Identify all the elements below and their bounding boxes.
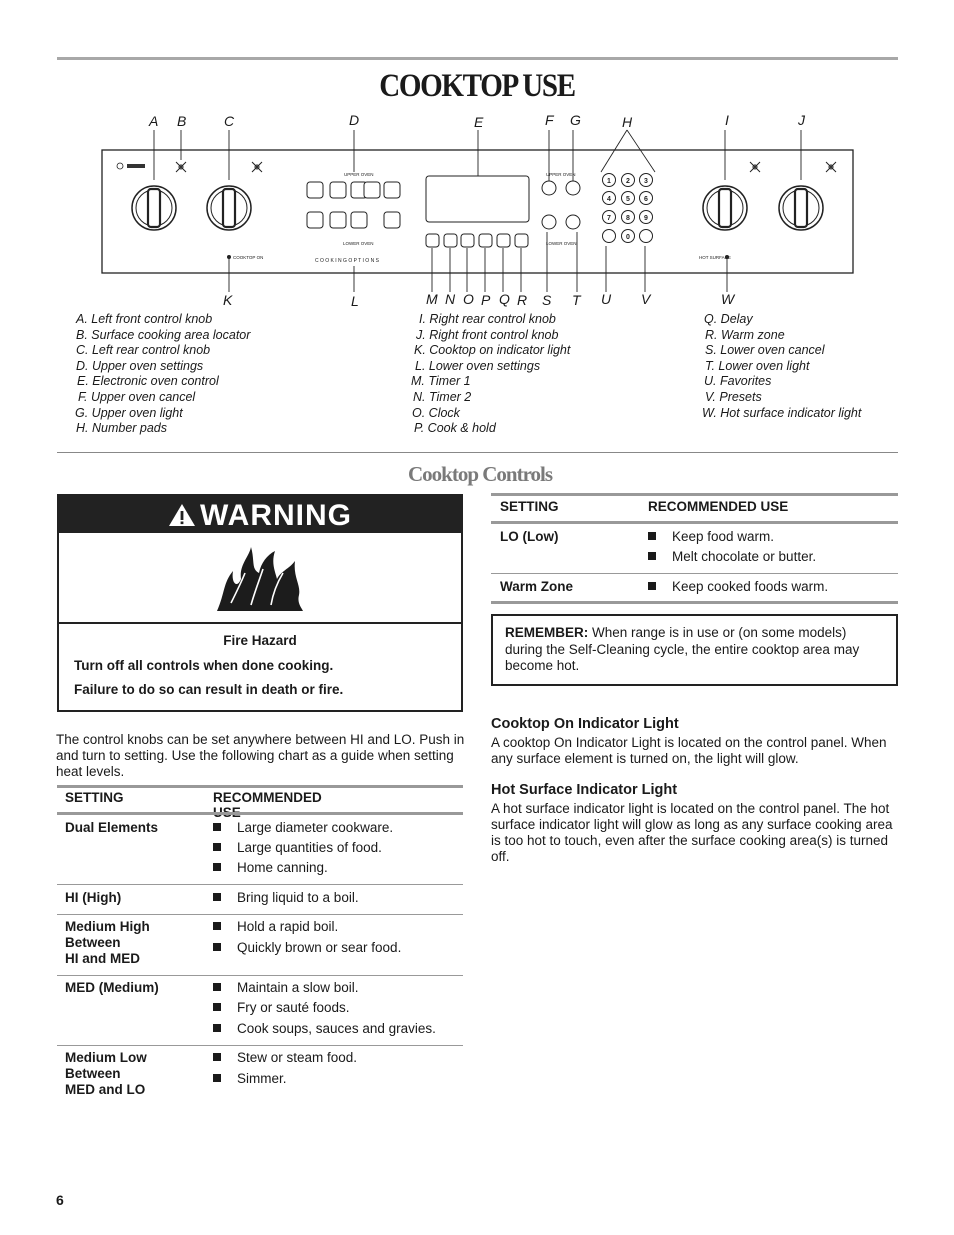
- legend-item: F. Upper oven cancel: [78, 389, 196, 404]
- legend-item: T. Lower oven light: [705, 358, 810, 373]
- table-row-setting: MED (Medium): [65, 980, 159, 995]
- section-rule: [57, 452, 898, 453]
- table-header-rule: [57, 812, 463, 815]
- legend-item: J. Right front control knob: [416, 327, 559, 342]
- table-header-rule: [491, 521, 898, 524]
- callout-g: G: [570, 112, 581, 128]
- legend-item: D. Upper oven settings: [76, 358, 204, 373]
- legend-item: L. Lower oven settings: [415, 358, 541, 373]
- table-top-rule: [57, 785, 463, 788]
- svg-text:6: 6: [644, 196, 648, 203]
- surface-locator-icon: [176, 162, 836, 172]
- table-row-setting: Warm Zone: [500, 579, 574, 594]
- legend-item: M. Timer 1: [411, 374, 471, 389]
- callout-t: T: [572, 292, 581, 308]
- legend-item: S. Lower oven cancel: [705, 343, 825, 358]
- callout-e: E: [474, 114, 484, 130]
- control-knob[interactable]: [207, 186, 251, 230]
- table-row-use: Maintain a slow boil.: [213, 980, 359, 996]
- callout-a: A: [149, 113, 159, 129]
- legend-column-1: [76, 312, 250, 437]
- svg-text:LOWER OVEN: LOWER OVEN: [546, 241, 577, 246]
- svg-text:0: 0: [626, 234, 630, 241]
- control-knob[interactable]: [703, 186, 747, 230]
- oven-display: [426, 176, 529, 222]
- table-row-use: Large diameter cookware.: [213, 820, 393, 836]
- table-bottom-rule: [491, 601, 898, 604]
- cooktop-on-heading: Cooktop On Indicator Light: [491, 716, 679, 732]
- control-knob[interactable]: [132, 186, 176, 230]
- legend-item: P. Cook & hold: [414, 421, 496, 436]
- bullet-icon: [213, 823, 221, 831]
- intro-paragraph: The control knobs can be set anywhere between HI and LO. Push in and turn to setting. Use the following chart as a guide when setting heat levels.: [56, 732, 465, 779]
- table-header-use: RECOMMENDED USE: [648, 499, 789, 514]
- callout-c: C: [224, 113, 235, 129]
- table-header-setting: SETTING: [500, 499, 559, 514]
- svg-text:LOWER OVEN: LOWER OVEN: [343, 241, 374, 246]
- table-header-use: RECOMMENDED: [213, 790, 322, 805]
- svg-text:4: 4: [607, 196, 611, 203]
- callout-j: J: [798, 112, 805, 128]
- legend-column-3: [702, 312, 861, 421]
- callout-m: M: [426, 291, 438, 307]
- bullet-icon: [213, 983, 221, 991]
- row-divider: [57, 884, 463, 885]
- callout-s: S: [542, 292, 552, 308]
- callout-d: D: [349, 112, 360, 128]
- table-row-use: Simmer.: [213, 1071, 287, 1087]
- svg-text:UPPER OVEN: UPPER OVEN: [344, 172, 374, 177]
- callout-r: R: [517, 292, 528, 308]
- table-row-use: Bring liquid to a boil.: [213, 890, 359, 906]
- legend-item: I. Right rear control knob: [419, 312, 556, 326]
- legend-item: Q. Delay: [704, 312, 753, 326]
- table-row-use: Cook soups, sauces and gravies.: [213, 1021, 436, 1037]
- table-row-setting: Dual Elements: [65, 820, 159, 835]
- legend-item: W. Hot surface indicator light: [702, 405, 862, 420]
- legend-item: O. Clock: [412, 405, 460, 420]
- warning-heading: WARNING: [200, 499, 352, 532]
- table-row-use: Stew or steam food.: [213, 1050, 357, 1066]
- control-panel-diagram: [0, 0, 954, 320]
- legend-item: E. Electronic oven control: [77, 374, 219, 389]
- row-divider: [57, 914, 463, 915]
- svg-text:2: 2: [626, 178, 630, 185]
- callout-b: B: [177, 113, 187, 129]
- callout-p: P: [481, 292, 491, 308]
- bullet-icon: [213, 943, 221, 951]
- table-row-use: Large quantities of food.: [213, 840, 382, 856]
- remember-note: [491, 614, 898, 686]
- callout-k: K: [223, 292, 233, 308]
- callout-h: H: [622, 114, 633, 130]
- svg-text:5: 5: [626, 196, 630, 203]
- table-row-setting: Medium Low Between MED and LO: [65, 1050, 147, 1097]
- svg-text:1: 1: [607, 178, 611, 185]
- bullet-icon: [213, 1074, 221, 1082]
- bullet-icon: [648, 582, 656, 590]
- table-row-setting: LO (Low): [500, 529, 559, 544]
- hot-surface-text: A hot surface indicator light is located on the control panel. The hot surface indicator light will glow as long as any surface cooking area is too hot to touch, even after the surface cooking area(s) is turned off.: [491, 801, 893, 864]
- bullet-icon: [213, 1024, 221, 1032]
- legend-item: G. Upper oven light: [75, 405, 183, 420]
- row-divider: [57, 1045, 463, 1046]
- legend-item: B. Surface cooking area locator: [76, 327, 251, 342]
- legend-item: U. Favorites: [704, 374, 772, 389]
- legend-item: R. Warm zone: [705, 327, 785, 342]
- callout-q: Q: [499, 291, 510, 307]
- svg-text:8: 8: [626, 215, 630, 222]
- bullet-icon: [213, 1053, 221, 1061]
- callout-w: W: [721, 291, 735, 307]
- svg-text:7: 7: [607, 215, 611, 222]
- brand-logo: [117, 163, 145, 169]
- callout-f: F: [545, 112, 554, 128]
- cooktop-on-text: A cooktop On Indicator Light is located on the control panel. When any surface element is turned on, the light will glow.: [491, 735, 887, 766]
- callout-l: L: [351, 293, 359, 309]
- svg-text:HOT SURFACE: HOT SURFACE: [699, 255, 731, 260]
- table-header-setting: SETTING: [65, 790, 124, 805]
- bullet-icon: [213, 922, 221, 930]
- warning-hazard: Fire Hazard: [223, 633, 297, 648]
- legend-item: H. Number pads: [76, 421, 168, 436]
- table-row-use: Hold a rapid boil.: [213, 919, 338, 935]
- svg-text:C O O K I N G O P T I O N S: C O O K I N G O P T I O N S: [315, 258, 379, 264]
- table-row-use: Quickly brown or sear food.: [213, 940, 401, 956]
- legend-item: A. Left front control knob: [76, 312, 213, 326]
- warning-header: [59, 496, 461, 533]
- fire-icon: [215, 543, 305, 613]
- table-top-rule: [491, 493, 898, 496]
- svg-text:UPPER OVEN: UPPER OVEN: [546, 172, 576, 177]
- table-row-setting: HI (High): [65, 890, 122, 905]
- warning-line-1: Turn off all controls when done cooking.: [74, 658, 334, 673]
- bullet-icon: [213, 863, 221, 871]
- legend-item: V. Presets: [705, 389, 762, 404]
- callout-v: V: [641, 291, 651, 307]
- bullet-icon: [648, 552, 656, 560]
- remember-text: When range is in use or (on some models) during the Self-Cleaning cycle, the entire cooktop area may become hot.: [505, 625, 860, 673]
- bullet-icon: [648, 532, 656, 540]
- row-divider: [57, 975, 463, 976]
- warning-line-2: Failure to do so can result in death or fire.: [74, 682, 344, 697]
- legend-column-2: [411, 312, 570, 437]
- warning-box: [57, 494, 463, 712]
- table-row-use: Keep food warm.: [648, 529, 774, 545]
- bullet-icon: [213, 893, 221, 901]
- row-divider: [491, 573, 898, 574]
- callout-i: I: [725, 112, 729, 128]
- fire-hazard-image: [59, 533, 461, 624]
- control-knob[interactable]: [779, 186, 823, 230]
- legend-item: K. Cooktop on indicator light: [414, 343, 571, 358]
- svg-text:9: 9: [644, 215, 648, 222]
- page-number: 6: [56, 1192, 64, 1208]
- bullet-icon: [213, 843, 221, 851]
- warning-triangle-icon: [168, 498, 196, 537]
- svg-text:COOKTOP ON: COOKTOP ON: [233, 255, 264, 260]
- callout-u: U: [601, 291, 612, 307]
- bullet-icon: [213, 1003, 221, 1011]
- table-row-use: Keep cooked foods warm.: [648, 579, 828, 595]
- legend-item: C. Left rear control knob: [76, 343, 211, 358]
- table-row-setting: Medium High Between HI and MED: [65, 919, 150, 966]
- callout-o: O: [463, 291, 474, 307]
- section-title: Cooktop Controls: [408, 462, 553, 486]
- page-title: COOKTOP USE: [379, 68, 575, 104]
- table-row-use: Fry or sauté foods.: [213, 1000, 350, 1016]
- svg-text:3: 3: [644, 178, 648, 185]
- callout-n: N: [445, 291, 456, 307]
- table-row-use: Home canning.: [213, 860, 328, 876]
- table-row-use: Melt chocolate or butter.: [648, 549, 816, 565]
- legend-item: N. Timer 2: [413, 389, 472, 404]
- hot-surface-heading: Hot Surface Indicator Light: [491, 782, 678, 798]
- remember-label: REMEMBER:: [505, 625, 589, 640]
